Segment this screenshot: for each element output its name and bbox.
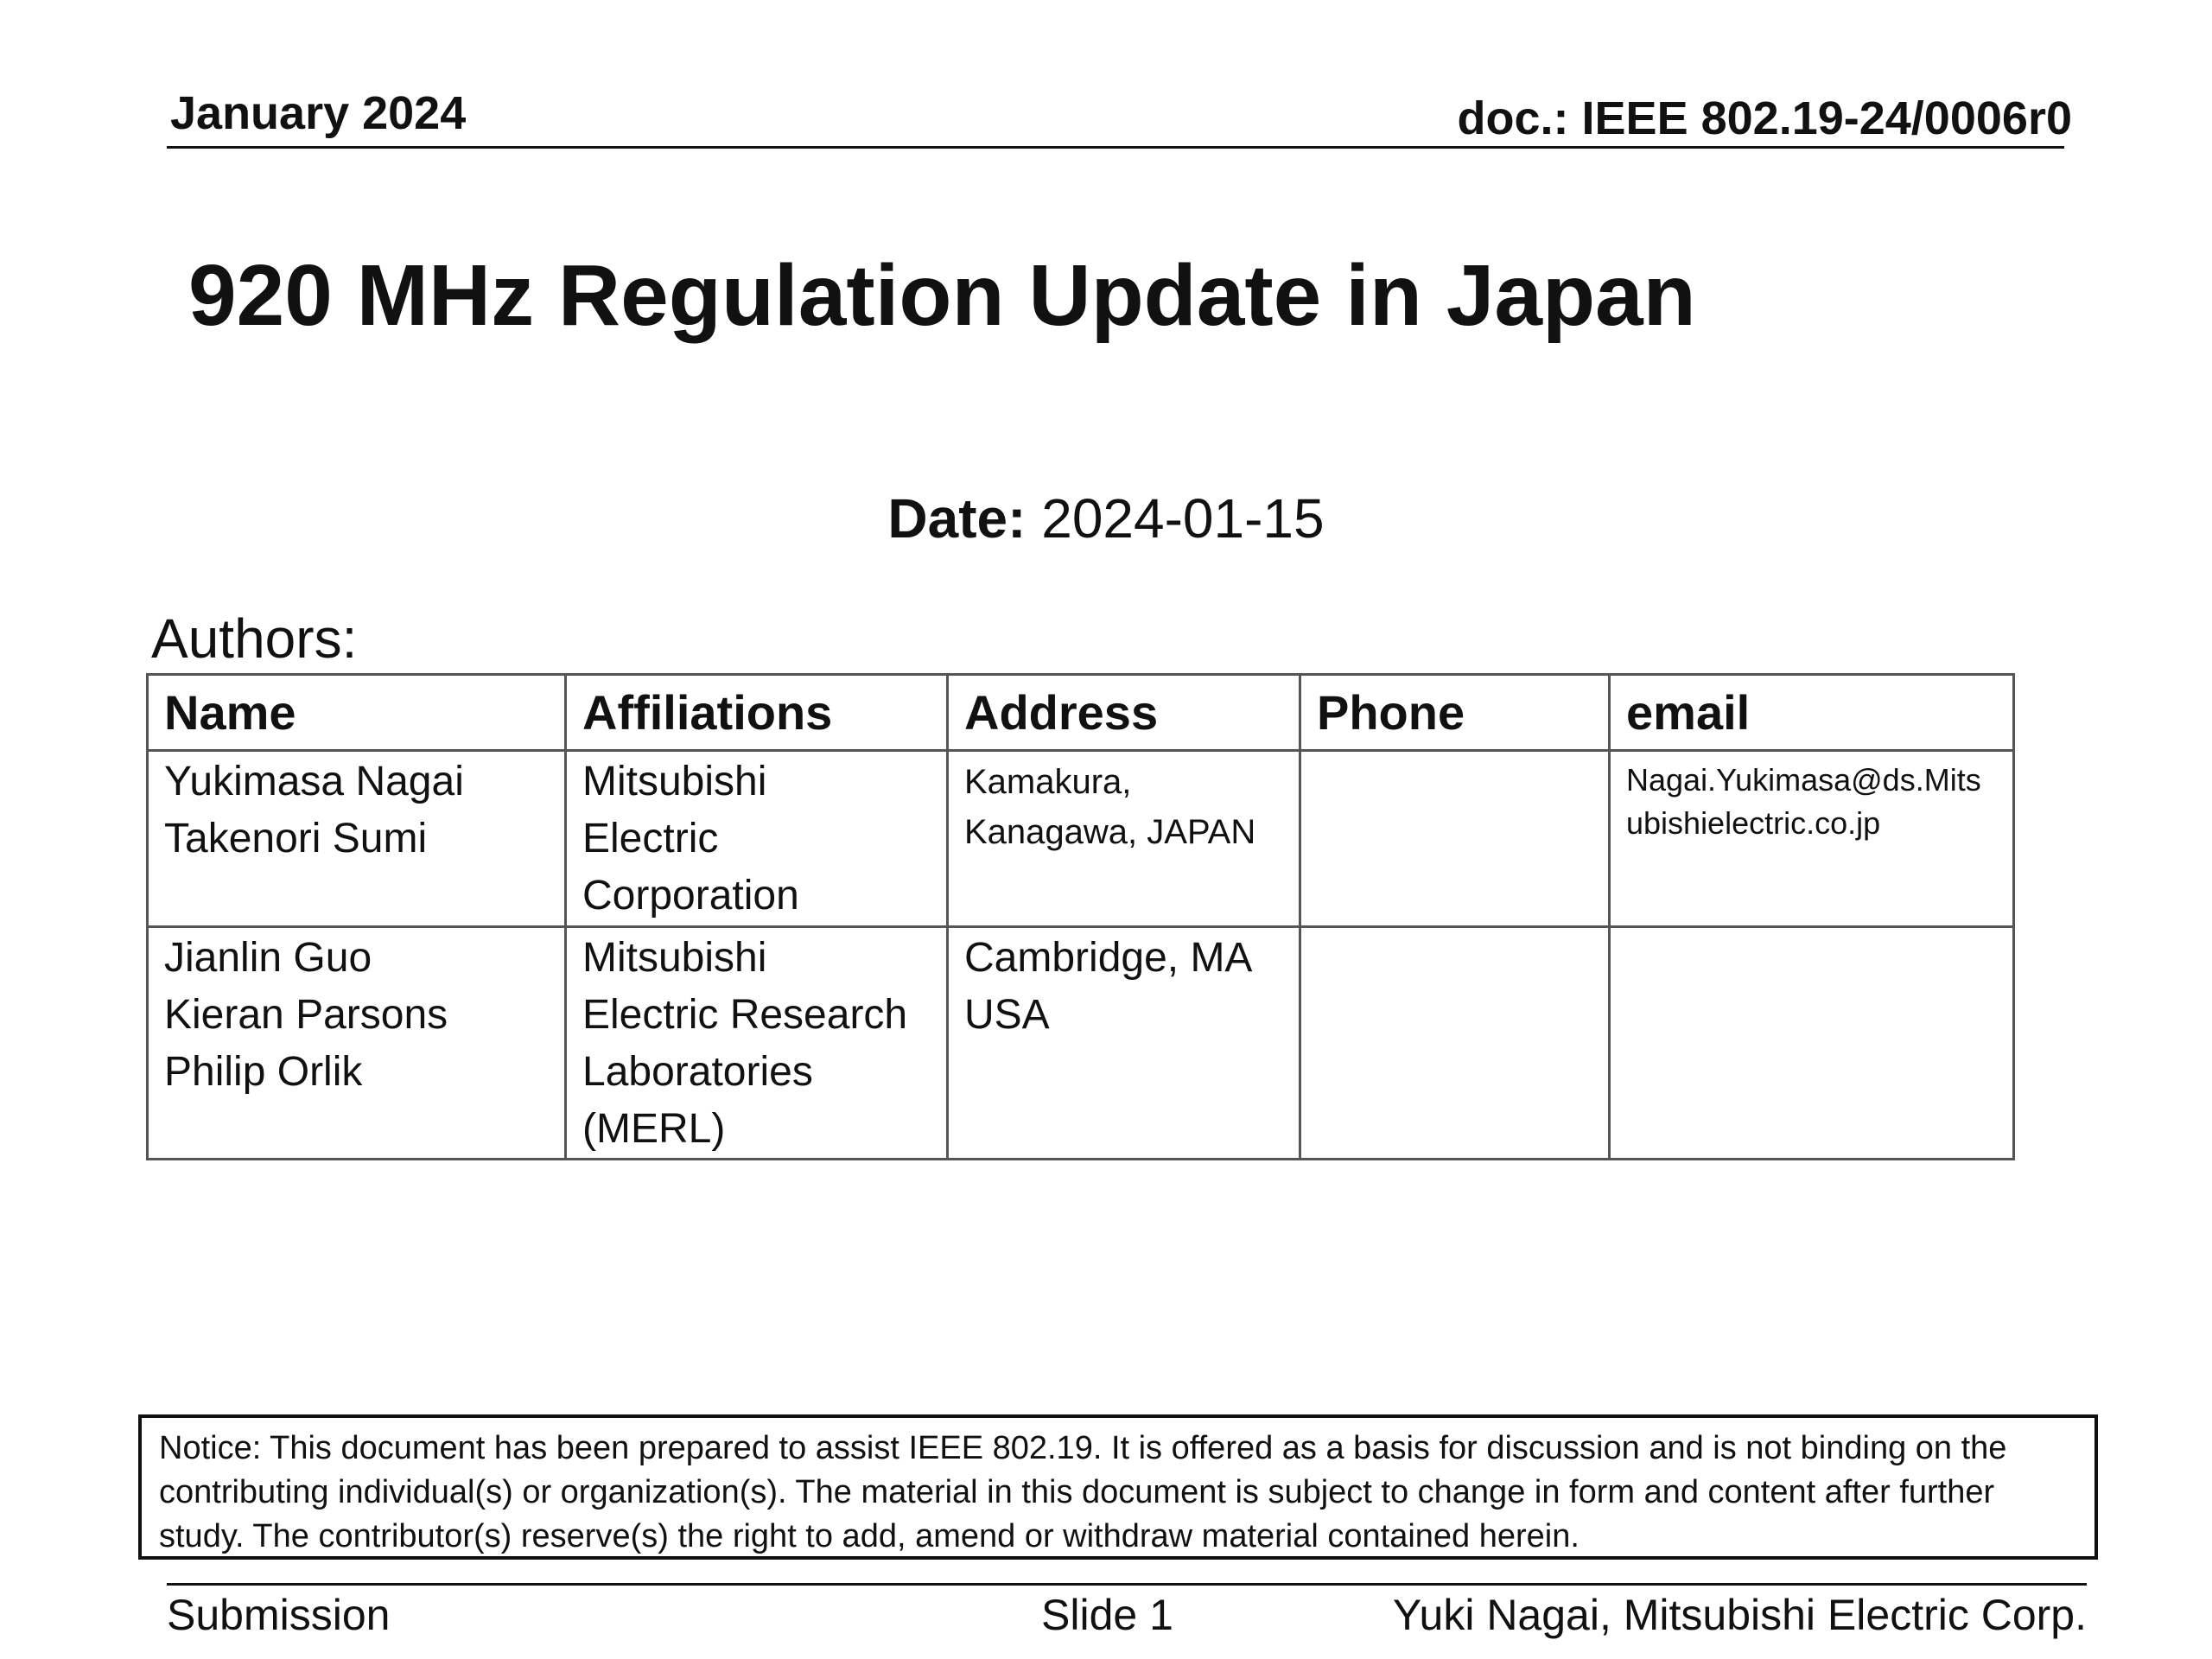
address-line: Kanagawa, JAPAN [964,813,1256,851]
address-line: Cambridge, MA [964,935,1253,981]
author-name: Takenori Sumi [164,816,428,861]
col-header-name: Name [148,675,566,751]
address-cell [948,751,1300,927]
address-cell [948,927,1300,1160]
col-header-phone: Phone [1300,675,1610,751]
col-header-affiliations: Affiliations [566,675,948,751]
header-date: January 2024 [170,87,467,139]
phone-cell [1300,751,1610,927]
author-name: Philip Orlik [164,1049,363,1095]
affiliation-cell [566,751,948,927]
affiliation-line: Mitsubishi [582,759,767,804]
notice-box: Notice: This document has been prepared to assist IEEE 802.19. It is offered as a basis for discussion and is not binding on the contributing individual(s) or organization(s). The material in this document is subject to change in form and content after further study. The contributor(s) reserve(s) the right to add, amend or withdraw material contained herein. [138,1414,2098,1560]
footer-divider [167,1583,2087,1586]
address-line: USA [964,992,1050,1038]
table-row [148,927,2014,1160]
affiliation-line: (MERL) [582,1106,726,1152]
author-name: Jianlin Guo [164,935,372,981]
author-names-cell [148,927,566,1160]
date-value: 2024-01-15 [1041,487,1325,550]
footer-submission: Submission [167,1591,391,1639]
footer-author: Yuki Nagai, Mitsubishi Electric Corp. [1392,1591,2087,1639]
date-label: Date: [887,487,1027,550]
author-names-cell [148,751,566,927]
affiliation-cell [566,927,948,1160]
affiliation-line: Corporation [582,873,799,918]
affiliation-line: Electric Research [582,992,908,1038]
authors-table [146,673,2015,1160]
date-line [0,486,2212,550]
col-header-email: email [1610,675,2014,751]
slide-title: 920 MHz Regulation Update in Japan [188,247,1696,344]
authors-label: Authors: [151,607,358,670]
footer-slide-number: Slide 1 [1041,1591,1173,1639]
affiliation-line: Mitsubishi [582,935,767,981]
address-line: Kamakura, [964,763,1132,801]
author-name: Yukimasa Nagai [164,759,464,804]
email-cell [1610,751,2014,927]
phone-cell [1300,927,1610,1160]
email-line: Nagai.Yukimasa@ds.Mits [1626,762,1981,798]
author-name: Kieran Parsons [164,992,448,1038]
affiliation-line: Laboratories [582,1049,813,1095]
email-cell [1610,927,2014,1160]
table-header-row [148,675,2014,751]
email-line: ubishielectric.co.jp [1626,805,1881,841]
table-row [148,751,2014,927]
affiliation-line: Electric [582,816,719,861]
col-header-address: Address [948,675,1300,751]
header-doc-id: doc.: IEEE 802.19-24/0006r0 [1457,92,2072,144]
header-divider [167,146,2064,149]
